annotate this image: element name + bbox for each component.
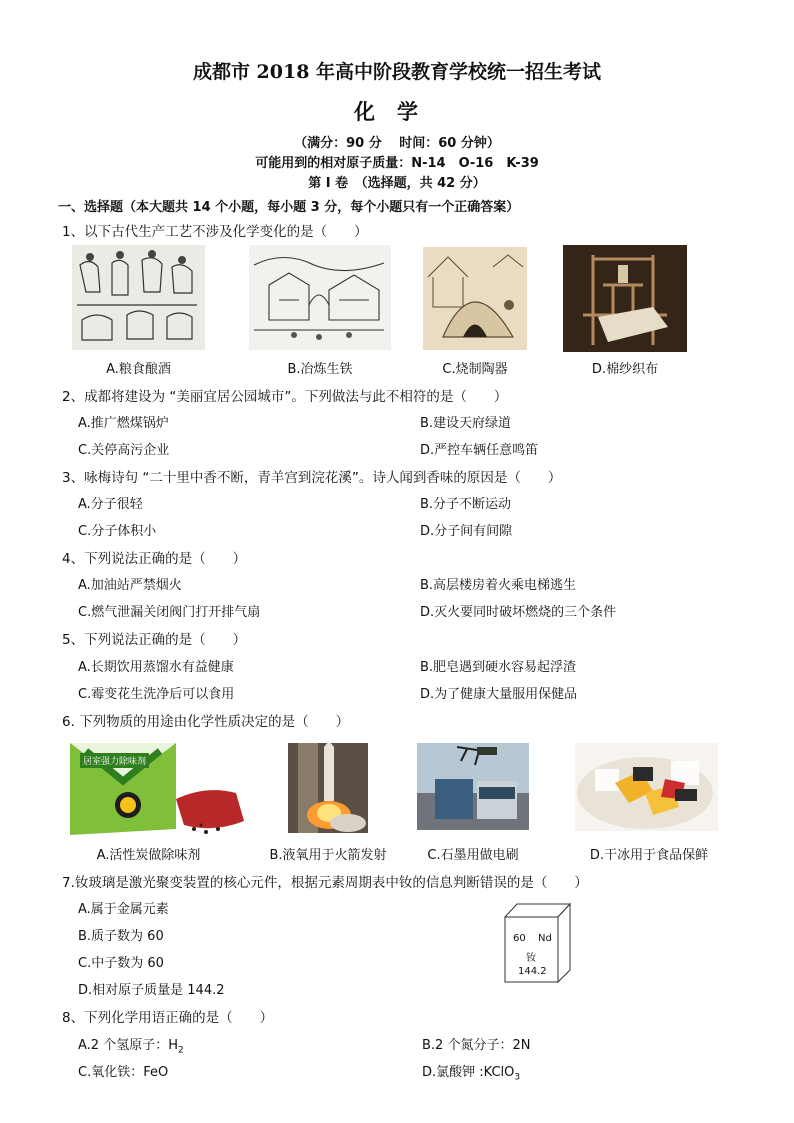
q1-caption-d: D.棉纱织布	[591, 362, 659, 377]
atomic-mass-line: 可能用到的相对原子质量：N-14 O-16 K-39	[255, 156, 539, 171]
q3-option-c: C.分子体积小	[78, 524, 157, 539]
element-symbol: Nd	[538, 933, 552, 944]
element-atomic-mass: 144.2	[518, 966, 547, 977]
q1-caption-b: B.冶炼生铁	[287, 362, 353, 377]
q8-option-b: B.2 个氮分子：2N	[422, 1038, 531, 1053]
q1-caption-a: A.粮食酿酒	[106, 362, 171, 377]
section-heading: 一、选择题（本大题共 14 个小题，每小题 3 分，每个小题只有一个正确答案）	[58, 200, 520, 215]
question-7-stem: 7.钕玻璃是激光聚变装置的核心元件，根据元素周期表中钕的信息判断错误的是（ ）	[62, 875, 588, 891]
subject-title: 化学	[354, 99, 440, 124]
package-label: 居室强力除味剂	[80, 753, 149, 768]
rocket-launch-photo	[288, 743, 368, 833]
q6-caption-c: C.石墨用做电刷	[427, 848, 519, 863]
tram-pantograph-photo	[417, 743, 529, 830]
deodorizer-package-photo	[66, 737, 253, 840]
q5-option-a: A.长期饮用蒸馏水有益健康	[78, 660, 234, 675]
q7-option-d: D.相对原子质量是 144.2	[78, 983, 225, 998]
question-4-stem: 4、下列说法正确的是（ ）	[62, 551, 247, 567]
q4-option-c: C.燃气泄漏关闭阀门打开排气扇	[78, 605, 261, 620]
iron-smelting-illustration	[249, 245, 391, 350]
brewing-illustration	[72, 245, 205, 350]
q8-option-c: C.氧化铁：FeO	[78, 1065, 169, 1080]
q4-option-b: B.高层楼房着火乘电梯逃生	[420, 578, 577, 593]
dry-ice-food-photo	[575, 743, 718, 831]
q4-option-a: A.加油站严禁烟火	[78, 578, 182, 593]
q1-caption-c: C.烧制陶器	[442, 362, 508, 377]
q6-caption-b: B.液氧用于火箭发射	[269, 848, 387, 863]
exam-title: 成都市 2018 年高中阶段教育学校统一招生考试	[192, 61, 602, 83]
question-5-stem: 5、下列说法正确的是（ ）	[62, 632, 247, 648]
q8-option-d-subscript: 3	[514, 1072, 521, 1083]
q7-option-a: A.属于金属元素	[78, 902, 169, 917]
cotton-loom-photo	[563, 245, 687, 352]
question-2-stem: 2、成都将建设为 “美丽宜居公园城市”。下列做法与此不相符的是（ ）	[62, 389, 508, 405]
q6-caption-a: A.活性炭做除味剂	[96, 848, 201, 863]
q6-caption-d: D.干冰用于食品保鲜	[589, 848, 709, 863]
q2-option-a: A.推广燃煤锅炉	[78, 416, 169, 431]
question-1-stem: 1、以下古代生产工艺不涉及化学变化的是（ ）	[62, 224, 368, 240]
question-3-stem: 3、咏梅诗句 “二十里中香不断，青羊宫到浣花溪”。诗人闻到香味的原因是（ ）	[62, 470, 562, 486]
q2-option-c: C.关停高污企业	[78, 443, 170, 458]
q8-option-a	[78, 1034, 184, 1056]
q2-option-b: B.建设天府绿道	[420, 416, 512, 431]
q5-option-b: B.肥皂遇到硬水容易起浮渣	[420, 660, 577, 675]
q7-option-b: B.质子数为 60	[78, 929, 164, 944]
q5-option-c: C.霉变花生洗净后可以食用	[78, 687, 235, 702]
q8-option-a-text: A.2 个氢原子：H	[78, 1038, 178, 1053]
element-atomic-number: 60	[513, 933, 526, 944]
q4-option-d: D.灭火要同时破坏燃烧的三个条件	[420, 605, 617, 620]
q5-option-d: D.为了健康大量服用保健品	[420, 687, 578, 702]
q2-option-d: D.严控车辆任意鸣笛	[420, 443, 539, 458]
question-8-stem: 8、下列化学用语正确的是（ ）	[62, 1010, 274, 1026]
score-time: （满分：90 分 时间：60 分钟）	[294, 136, 500, 151]
neodymium-element-cell	[504, 903, 571, 983]
question-6-stem: 6. 下列物质的用途由化学性质决定的是（ ）	[62, 714, 350, 730]
q8-option-d-text: D.氯酸钾 :KClO	[422, 1065, 515, 1080]
pottery-kiln-illustration	[423, 247, 527, 350]
volume-line: 第 I 卷 （选择题，共 42 分）	[308, 176, 486, 191]
q3-option-b: B.分子不断运动	[420, 497, 512, 512]
q8-option-a-subscript: 2	[177, 1045, 184, 1056]
q3-option-d: D.分子间有间隙	[420, 524, 513, 539]
element-name: 钕	[526, 953, 536, 964]
q3-option-a: A.分子很轻	[78, 497, 143, 512]
q8-option-d	[422, 1061, 520, 1083]
q7-option-c: C.中子数为 60	[78, 956, 164, 971]
